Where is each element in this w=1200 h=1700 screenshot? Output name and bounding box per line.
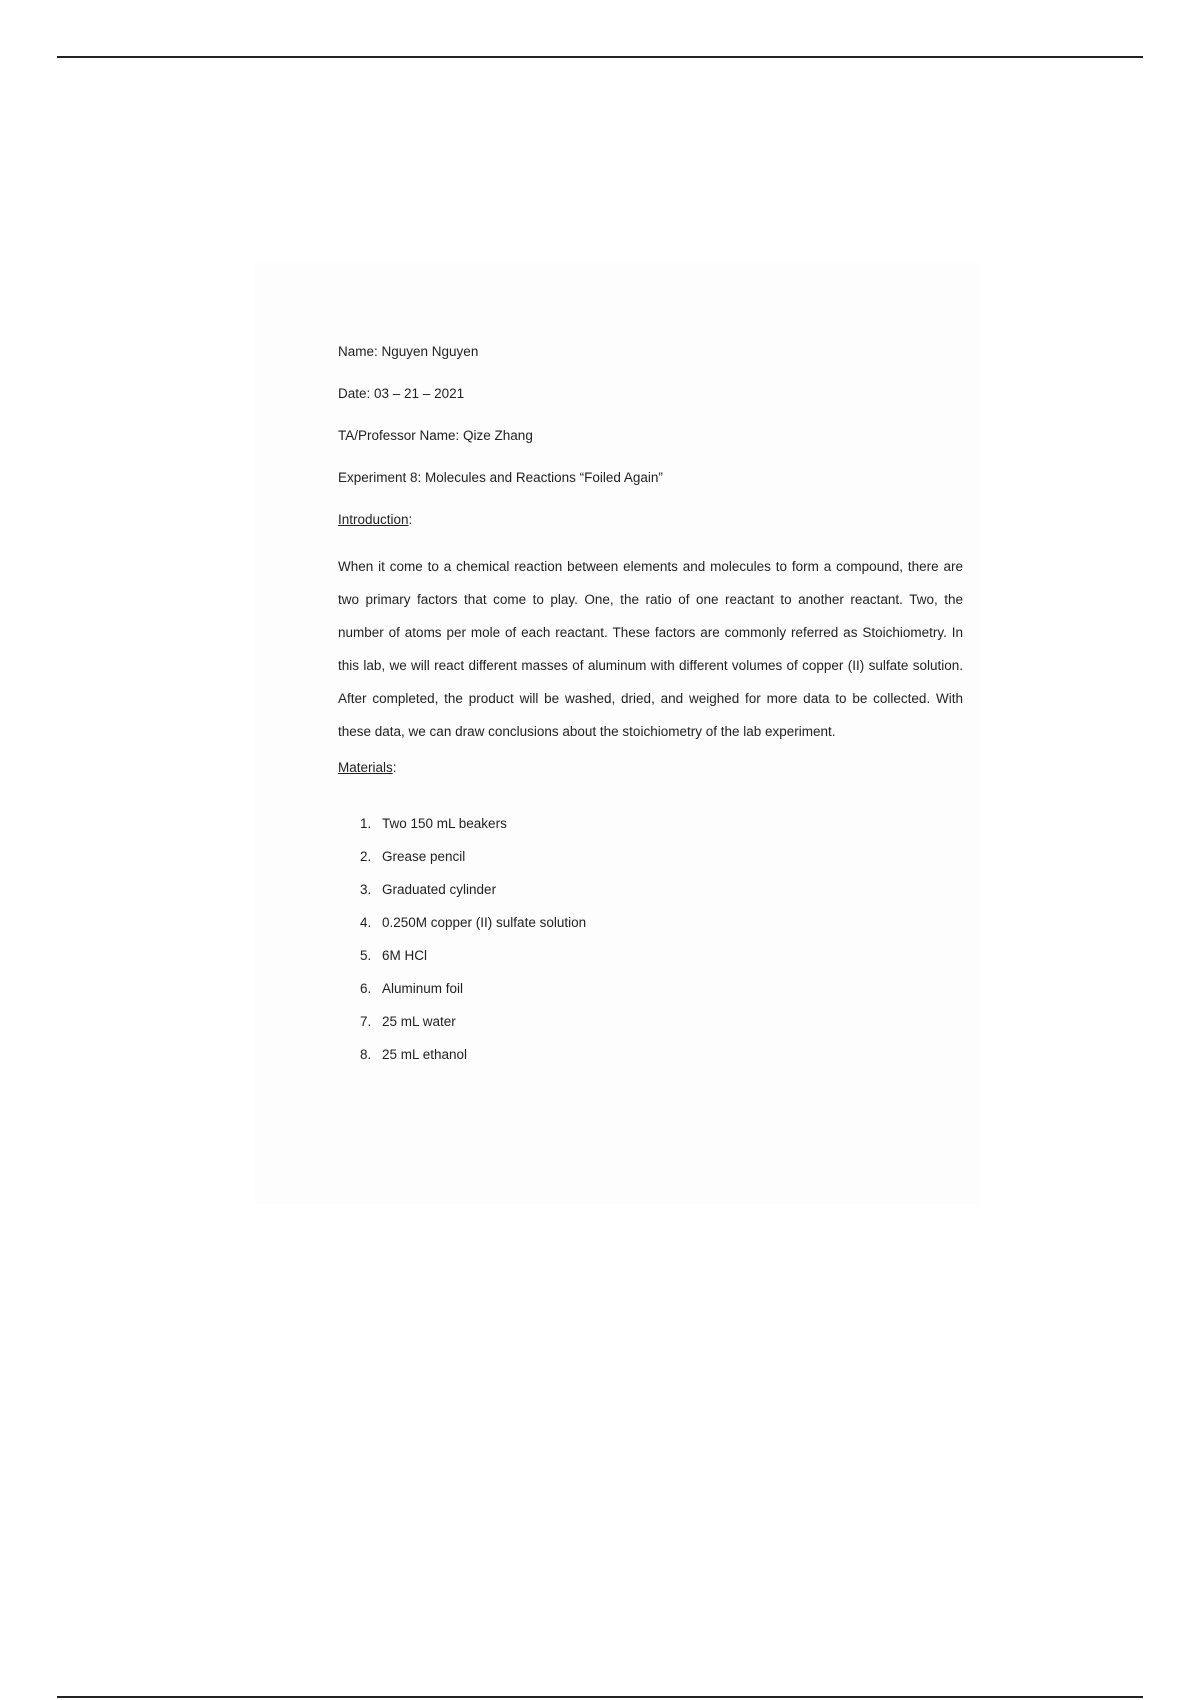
list-item [338, 845, 963, 878]
document-content [338, 340, 963, 1076]
materials-heading-row [338, 756, 963, 798]
list-item-label: 6M HCl [382, 948, 428, 963]
list-item [338, 1010, 963, 1043]
list-item-label: 25 mL ethanol [382, 1047, 468, 1062]
bottom-rule [57, 1696, 1143, 1698]
list-item [338, 812, 963, 845]
list-item-label: 0.250M copper (II) sulfate solution [382, 915, 587, 930]
list-item [338, 944, 963, 977]
list-item-label: Grease pencil [382, 849, 466, 864]
ta-professor-name: TA/Professor Name: Qize Zhang [338, 428, 533, 443]
list-item-number: 3. [360, 882, 372, 897]
list-item-label: Graduated cylinder [382, 882, 497, 897]
materials-heading: Materials [338, 760, 393, 775]
introduction-heading-colon: : [408, 512, 413, 527]
list-item [338, 977, 963, 1010]
top-rule [57, 56, 1143, 58]
list-item-number: 1. [360, 816, 372, 831]
list-item [338, 878, 963, 911]
introduction-heading: Introduction [338, 512, 409, 527]
list-item-number: 8. [360, 1047, 372, 1062]
introduction-paragraph: When it come to a chemical reaction between elements and molecules to form a compound, there are two primary factors that come to play. One, the ratio of one reactant to another reactant. Two, the number of atoms per mole of each reactant. These factors are commonly referred as Stoichiometry. In this lab, we will react different masses of aluminum with different volumes of copper (II) sulfate solution. After completed, the product will be washed, dried, and weighed for more data to be collected. With these data, we can draw conclusions about the stoichiometry of the lab experiment. [338, 559, 963, 739]
materials-list [338, 812, 963, 1076]
list-item [338, 1043, 963, 1076]
materials-heading-colon: : [392, 760, 397, 775]
list-item-label: 25 mL water [382, 1014, 456, 1029]
report-date: Date: 03 – 21 – 2021 [338, 386, 465, 401]
list-item-number: 2. [360, 849, 372, 864]
list-item-number: 7. [360, 1014, 372, 1029]
list-item-number: 5. [360, 948, 372, 963]
experiment-title: Experiment 8: Molecules and Reactions “Foiled Again” [338, 470, 663, 485]
list-item-number: 4. [360, 915, 372, 930]
introduction-heading-row [338, 508, 963, 550]
list-item [338, 911, 963, 944]
student-name: Name: Nguyen Nguyen [338, 344, 479, 359]
list-item-number: 6. [360, 981, 372, 996]
list-item-label: Aluminum foil [382, 981, 464, 996]
list-item-label: Two 150 mL beakers [382, 816, 507, 831]
